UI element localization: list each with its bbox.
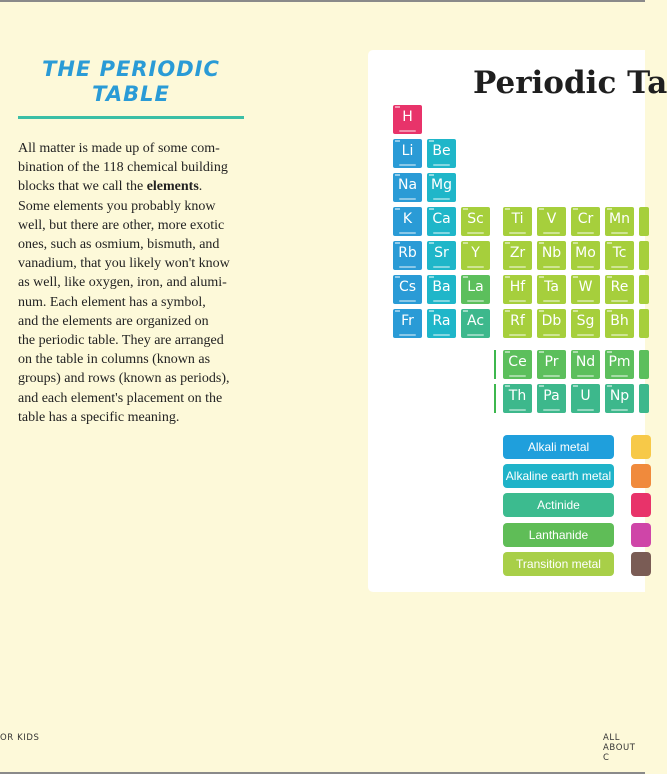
element-name-mark — [467, 300, 484, 302]
element-tile-hf — [503, 275, 532, 304]
element-tile-sg — [571, 309, 600, 338]
element-name-mark — [543, 334, 560, 336]
element-name-mark — [509, 375, 526, 377]
element-symbol: Fr — [401, 313, 414, 329]
element-tile-pr — [537, 350, 566, 379]
element-symbol: H — [402, 109, 413, 125]
element-symbol: Hf — [509, 279, 526, 295]
body-punct: . — [198, 179, 203, 195]
element-tile-cropped — [639, 309, 649, 338]
atomic-number-mark — [607, 351, 612, 353]
body-line: All matter is made up of some com- — [18, 141, 220, 156]
atomic-number-mark — [505, 242, 510, 244]
element-tile-cs — [393, 275, 422, 304]
element-tile-nd — [571, 350, 600, 379]
legend-item-cropped — [631, 435, 651, 459]
element-name-mark — [577, 409, 594, 411]
atomic-number-mark — [395, 310, 400, 312]
element-name-mark — [399, 266, 416, 268]
element-tile-ac — [461, 309, 490, 338]
atomic-number-mark — [395, 208, 400, 210]
element-tile-ba — [427, 275, 456, 304]
atomic-number-mark — [539, 242, 544, 244]
atomic-number-mark — [463, 310, 468, 312]
element-symbol: U — [580, 388, 591, 404]
atomic-number-mark — [573, 242, 578, 244]
element-symbol: Rb — [398, 245, 417, 261]
atomic-number-mark — [395, 174, 400, 176]
atomic-number-mark — [395, 140, 400, 142]
element-symbol: Ac — [466, 313, 485, 329]
element-tile-ce — [503, 350, 532, 379]
atomic-number-mark — [429, 242, 434, 244]
body-line: the periodic table. They are arranged — [18, 333, 224, 349]
element-name-mark — [509, 232, 526, 234]
element-tile-th — [503, 384, 532, 413]
element-name-mark — [509, 266, 526, 268]
atomic-number-mark — [429, 310, 434, 312]
element-symbol: Cr — [577, 211, 594, 227]
legend-item-cropped — [631, 552, 651, 576]
body-line: as well, like oxygen, iron, and alumi- — [18, 275, 227, 291]
element-symbol: Nd — [575, 354, 596, 370]
element-name-mark — [543, 409, 560, 411]
element-name-mark — [433, 232, 450, 234]
element-name-mark — [577, 375, 594, 377]
element-symbol: Zr — [509, 245, 526, 261]
element-symbol: Ta — [544, 279, 559, 295]
body-line: vanadium, that you likely won't know — [18, 256, 230, 272]
element-symbol: Mn — [609, 211, 630, 227]
atomic-number-mark — [505, 351, 510, 353]
element-name-mark — [611, 300, 628, 302]
legend-item-transition-metal: Transition metal — [503, 552, 614, 576]
element-symbol: Y — [471, 245, 480, 261]
legend-item-alkali-metal: Alkali metal — [503, 435, 614, 459]
element-symbol: Mg — [431, 177, 452, 193]
element-tile-k — [393, 207, 422, 236]
body-line: table has a specific meaning. — [18, 409, 180, 425]
element-tile-ca — [427, 207, 456, 236]
element-tile-ti — [503, 207, 532, 236]
heading-line-1: THE PERIODIC — [42, 57, 220, 81]
atomic-number-mark — [429, 276, 434, 278]
element-tile-ra — [427, 309, 456, 338]
element-name-mark — [577, 266, 594, 268]
body-line: and each element's placement on the — [18, 390, 223, 406]
element-tile-cropped — [639, 275, 649, 304]
atomic-number-mark — [573, 351, 578, 353]
element-symbol: Th — [508, 388, 527, 404]
element-tile-db — [537, 309, 566, 338]
element-tile-cropped — [639, 241, 649, 270]
atomic-number-mark — [395, 276, 400, 278]
heading-line-2: TABLE — [92, 82, 170, 106]
footer-left-running-head: OR KIDS — [0, 733, 40, 743]
element-tile-ta — [537, 275, 566, 304]
atomic-number-mark — [463, 208, 468, 210]
atomic-number-mark — [429, 174, 434, 176]
element-tile-zr — [503, 241, 532, 270]
element-tile-fr — [393, 309, 422, 338]
atomic-number-mark — [539, 351, 544, 353]
element-tile-cropped — [639, 207, 649, 236]
element-tile-nb — [537, 241, 566, 270]
body-line: groups) and rows (known as periods), — [18, 371, 230, 387]
element-name-mark — [509, 334, 526, 336]
actinide-bracket — [494, 384, 496, 413]
atomic-number-mark — [505, 385, 510, 387]
element-tile-sr — [427, 241, 456, 270]
element-tile-v — [537, 207, 566, 236]
element-name-mark — [577, 300, 594, 302]
atomic-number-mark — [539, 385, 544, 387]
element-symbol: Pm — [608, 354, 631, 370]
element-tile-na — [393, 173, 422, 202]
body-line: num. Each element has a symbol, — [18, 294, 206, 310]
element-tile-rb — [393, 241, 422, 270]
element-name-mark — [467, 266, 484, 268]
element-symbol: Sr — [434, 245, 449, 261]
periodic-table-panel — [368, 50, 667, 592]
element-name-mark — [433, 198, 450, 200]
element-symbol: Mo — [575, 245, 596, 261]
element-tile-mo — [571, 241, 600, 270]
body-paragraph — [18, 139, 244, 427]
element-name-mark — [611, 409, 628, 411]
element-name-mark — [611, 266, 628, 268]
element-symbol: Be — [432, 143, 451, 159]
heading-divider — [18, 116, 244, 119]
body-line: ones, such as osmium, bismuth, and — [18, 237, 220, 253]
element-symbol: Sc — [467, 211, 484, 227]
atomic-number-mark — [505, 276, 510, 278]
element-name-mark — [399, 130, 416, 132]
element-tile-cr — [571, 207, 600, 236]
legend-item-alkaline-earth-metal: Alkaline earth metal — [503, 464, 614, 488]
element-name-mark — [543, 266, 560, 268]
atomic-number-mark — [463, 276, 468, 278]
element-name-mark — [509, 409, 526, 411]
element-name-mark — [433, 164, 450, 166]
element-symbol: La — [467, 279, 484, 295]
atomic-number-mark — [607, 385, 612, 387]
atomic-number-mark — [573, 276, 578, 278]
element-tile-cropped — [639, 384, 649, 413]
element-symbol: Ra — [432, 313, 451, 329]
element-tile-la — [461, 275, 490, 304]
element-name-mark — [611, 375, 628, 377]
element-symbol: Na — [397, 177, 418, 193]
element-symbol: Nb — [541, 245, 562, 261]
atomic-number-mark — [607, 310, 612, 312]
atomic-number-mark — [573, 208, 578, 210]
periodic-table-title: Periodic Ta — [473, 65, 667, 101]
element-name-mark — [399, 198, 416, 200]
atomic-number-mark — [429, 208, 434, 210]
element-name-mark — [399, 164, 416, 166]
element-name-mark — [611, 232, 628, 234]
element-symbol: Ti — [511, 211, 524, 227]
atomic-number-mark — [573, 385, 578, 387]
element-tile-rf — [503, 309, 532, 338]
element-tile-bh — [605, 309, 634, 338]
body-line: blocks that we call the — [18, 179, 147, 195]
element-name-mark — [399, 300, 416, 302]
element-symbol: Pa — [543, 388, 560, 404]
element-tile-w — [571, 275, 600, 304]
element-name-mark — [543, 300, 560, 302]
element-name-mark — [543, 375, 560, 377]
atomic-number-mark — [539, 276, 544, 278]
body-line: bination of the 118 chemical building — [18, 160, 228, 176]
atomic-number-mark — [429, 140, 434, 142]
element-symbol: Np — [609, 388, 630, 404]
element-tile-mn — [605, 207, 634, 236]
atomic-number-mark — [539, 208, 544, 210]
lanthanide-bracket — [494, 350, 496, 379]
element-name-mark — [467, 334, 484, 336]
atomic-number-mark — [607, 242, 612, 244]
element-name-mark — [399, 232, 416, 234]
element-name-mark — [577, 334, 594, 336]
element-name-mark — [433, 266, 450, 268]
element-tile-u — [571, 384, 600, 413]
element-tile-pm — [605, 350, 634, 379]
body-line: Some elements you probably know — [18, 198, 216, 214]
element-tile-sc — [461, 207, 490, 236]
atomic-number-mark — [505, 310, 510, 312]
element-name-mark — [577, 232, 594, 234]
element-symbol: Tc — [612, 245, 627, 261]
element-tile-cropped — [639, 350, 649, 379]
bold-term: elements — [146, 179, 199, 195]
element-symbol: Cs — [398, 279, 417, 295]
element-tile-h — [393, 105, 422, 134]
element-tile-y — [461, 241, 490, 270]
element-name-mark — [467, 232, 484, 234]
legend-item-actinide: Actinide — [503, 493, 614, 517]
element-tile-be — [427, 139, 456, 168]
atomic-number-mark — [395, 106, 400, 108]
element-symbol: Li — [401, 143, 414, 159]
legend-item-cropped — [631, 523, 651, 547]
element-name-mark — [509, 300, 526, 302]
element-name-mark — [543, 232, 560, 234]
element-name-mark — [433, 300, 450, 302]
element-symbol: Bh — [610, 313, 629, 329]
element-symbol: Db — [541, 313, 562, 329]
body-line: and the elements are organized on — [18, 313, 209, 329]
legend-item-cropped — [631, 464, 651, 488]
atomic-number-mark — [539, 310, 544, 312]
element-tile-tc — [605, 241, 634, 270]
element-symbol: Sg — [576, 313, 595, 329]
footer-right-running-head: ALL ABOUT C — [603, 733, 636, 763]
legend-item-lanthanide: Lanthanide — [503, 523, 614, 547]
element-symbol: W — [578, 279, 593, 295]
element-symbol: Ce — [508, 354, 527, 370]
element-symbol: Pr — [544, 354, 559, 370]
element-tile-re — [605, 275, 634, 304]
element-symbol: Ca — [432, 211, 451, 227]
element-tile-np — [605, 384, 634, 413]
element-symbol: V — [546, 211, 557, 227]
legend-item-cropped — [631, 493, 651, 517]
element-tile-li — [393, 139, 422, 168]
atomic-number-mark — [463, 242, 468, 244]
atomic-number-mark — [607, 208, 612, 210]
body-line: well, but there are other, more exotic — [18, 217, 225, 233]
atomic-number-mark — [573, 310, 578, 312]
atomic-number-mark — [505, 208, 510, 210]
element-name-mark — [611, 334, 628, 336]
atomic-number-mark — [395, 242, 400, 244]
element-symbol: K — [402, 211, 413, 227]
element-name-mark — [399, 334, 416, 336]
element-tile-pa — [537, 384, 566, 413]
atomic-number-mark — [607, 276, 612, 278]
element-name-mark — [433, 334, 450, 336]
element-symbol: Rf — [510, 313, 525, 329]
element-tile-mg — [427, 173, 456, 202]
body-line: on the table in columns (known as — [18, 352, 211, 368]
section-heading — [18, 57, 244, 107]
element-symbol: Ba — [432, 279, 451, 295]
element-symbol: Re — [610, 279, 629, 295]
